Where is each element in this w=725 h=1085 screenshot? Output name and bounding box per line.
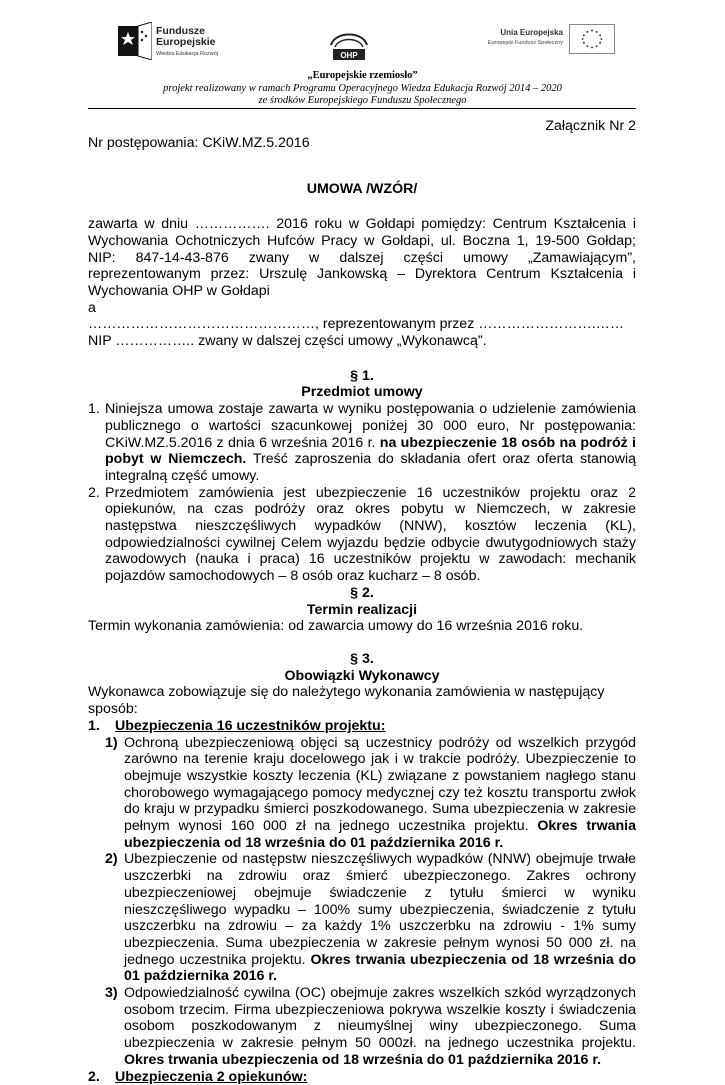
contract-and: a — [88, 299, 96, 316]
subitem-text-part: Ochroną ubezpieczeniową objęci są uczestnicy podróży od wszelkich przygód zarówno na terenie kraju docelowego jak i w trakcie podróży. Ubezpieczenie to obejmuje wszystkie koszty leczenia (KL) związane z powstaniem nagłego stanu chorobowego wymagającego pomocy medycznej czy też kosztu transportu zwłok do kraju w przypadku śmierci poszkodowanego. Suma ubezpieczenia w zakresie pełnym wynosi 160 000 zł na jednego uczestnika projektu. — [124, 734, 636, 835]
fe-logo-icon — [118, 22, 152, 60]
item-text-part: Niniejsza umowa zostaje zawarta w wyniku postępowania o udzielenie zamówienia publicznego o wartości szacunkowej poniżej 30 000 euro, Nr postępowania: CKiW.MZ.5.2016 z dnia 6 września 2016 r. — [105, 401, 636, 451]
item-number: 1. — [88, 401, 100, 418]
unia-europejska-logo — [465, 24, 615, 54]
section-3-item-2 — [88, 1069, 636, 1085]
subitem-text-part: Odpowiedzialność cywilna (OC) obejmuje zakres wszelkich szkód wyrządzonych osobom trzecim. Firma ubezpieczeniowa pokrywa wszelkie koszty i świadczenia osobom poszkodowanym z nieumyślnej winy ubezpieczonego. Suma ubezpieczenia w zakresie pełnym 50 000zł. na jednego uczestnika projektu. — [124, 985, 636, 1052]
subitem-number: 3) — [105, 985, 118, 1002]
header-divider — [88, 108, 636, 109]
section-1-number: § 1. — [350, 367, 374, 384]
fe-logo-text — [156, 26, 216, 48]
project-program-line: projekt realizowany w ramach Programu Operacyjnego Wiedza Edukacja Rozwój 2014 – 2020 — [163, 83, 562, 94]
contract-intro: zawarta w dniu ……………. 2016 roku w Gołdapi pomiędzy: Centrum Kształcenia i Wychowania Ochotniczych Hufców Pracy w Gołdapi, ul. Boczna 1, 19-500 Gołdap; NIP: 847-14-43-876 zwany w dalszej części umowy „Zamawiającym”, reprezentowanym przez: Urszulę Jankowską – Dyrektora Centrum Kształcenia i Wychowania OHP w Gołdapi — [88, 216, 636, 299]
document-title: UMOWA /WZÓR/ — [306, 181, 418, 198]
document-body — [88, 118, 636, 1085]
eu-flag-icon — [569, 24, 615, 54]
subitem-text-part: Ubezpieczenie od następstw nieszczęśliwych wypadków (NNW) obejmuje trwałe uszczerbki na zdrowiu oraz śmierć ubezpieczonego. Zakres ochrony ubezpieczeniowej obejmuje świadczenie z tytułu śmierci w wyniku nieszczęśliwego wypadku – 100% sumy ubezpieczenia, świadczenie z tytułu uszczerbku na zdrowiu – za każdy 1% uszczerbku na zdrowiu - 1% sumy ubezpieczenia. Suma ubezpieczenia w zakresie pełnym wynosi 50 000 zł. na jednego uczestnika projektu. — [124, 851, 636, 968]
section-2-number: § 2. — [350, 584, 374, 601]
item-text-part: Treść zaproszenia do składania ofert oraz oferta stanowią integralną część umowy. — [105, 451, 636, 484]
ohp-logo-text: OHP — [340, 51, 358, 60]
project-fund-line: ze środków Europejskiego Funduszu Społecznego — [258, 95, 467, 106]
fe-logo-line2: Europejskie — [156, 36, 216, 48]
section-3-item-1 — [88, 718, 636, 735]
item-text — [105, 401, 636, 485]
item-heading: Ubezpieczenia 2 opiekunów: — [115, 1068, 308, 1085]
item-heading: Ubezpieczenia 16 uczestników projektu: — [115, 717, 386, 734]
subitem-text-bold: Okres trwania ubezpieczenia od 18 września do 01 października 2016 r. — [124, 818, 636, 851]
subitem-number: 2) — [105, 851, 118, 868]
section-1-item-2 — [88, 485, 636, 585]
item-number: 1. — [88, 717, 100, 734]
item-text: Przedmiotem zamówienia jest ubezpieczenie 16 uczestników projektu oraz 2 opiekunów, na czas podróży oraz okres pobytu w Niemczech, w zakresie następstwa nieszczęśliwych wypadków (NNW), kosztów leczenia (KL), odpowiedzialności cywilnej Celem wyjazdu będzie odbycie dwutygodniowych staży zawodowych (nauka i praca) 16 uczestników projektu w zawodach: mechanik pojazdów samochodowych – 8 osób oraz kucharz – 8 osób. — [105, 484, 636, 585]
section-1-item-1 — [88, 401, 636, 485]
contractor-nip-line: NIP …………….. zwany w dalszej części umowy „Wykonawcą”. — [88, 333, 487, 350]
section-3-intro: Wykonawca zobowiązuje się do należytego wykonania zamówienia w następujący sposób: — [88, 684, 605, 718]
attachment-label: Załącznik Nr 2 — [545, 118, 636, 134]
section-3-title: Obowiązki Wykonawcy — [284, 667, 440, 684]
ue-logo-subtitle: Europejski Fundusz Społeczny — [487, 40, 563, 46]
subitem-number: 1) — [105, 734, 118, 751]
page-header — [0, 0, 725, 110]
subitem-text-bold: Okres trwania ubezpieczenia od 18 września do 01 października 2016 r. — [124, 951, 636, 985]
project-title: „Europejskie rzemiosło” — [307, 70, 418, 81]
case-number: Nr postępowania: CKiW.MZ.5.2016 — [88, 134, 310, 151]
fundusze-europejskie-logo — [118, 20, 238, 64]
item-number: 2. — [88, 484, 100, 501]
section-3-subitem-2 — [105, 851, 636, 985]
subitem-text — [124, 985, 636, 1069]
contractor-representative-line: …………………………………………, reprezentowanym przez …………………….…… — [88, 316, 625, 333]
subitem-text-bold: Okres trwania ubezpieczenia od 18 września do 01 października 2016 r. — [124, 1051, 602, 1068]
item-text-bold: na ubezpieczenie 18 osób na podróż i pobyt w Niemczech. — [105, 434, 636, 468]
section-2-text: Termin wykonania zamówienia: od zawarcia umowy do 16 września 2016 roku. — [88, 618, 584, 635]
section-3-subitem-3 — [105, 985, 636, 1069]
section-3-subitem-1 — [105, 735, 636, 852]
ue-logo-title: Unia Europejska — [500, 28, 563, 37]
fe-logo-subtitle: Wiedza Edukacja Rozwój — [156, 51, 219, 57]
section-3-number: § 3. — [350, 650, 374, 667]
section-1-title: Przedmiot umowy — [301, 384, 423, 401]
item-number: 2. — [88, 1068, 100, 1085]
subitem-text — [124, 851, 636, 985]
ohp-logo-icon — [325, 25, 373, 63]
section-2-title: Termin realizacji — [306, 601, 418, 618]
fe-logo-line1: Fundusze — [156, 25, 205, 37]
subitem-text — [124, 735, 636, 852]
